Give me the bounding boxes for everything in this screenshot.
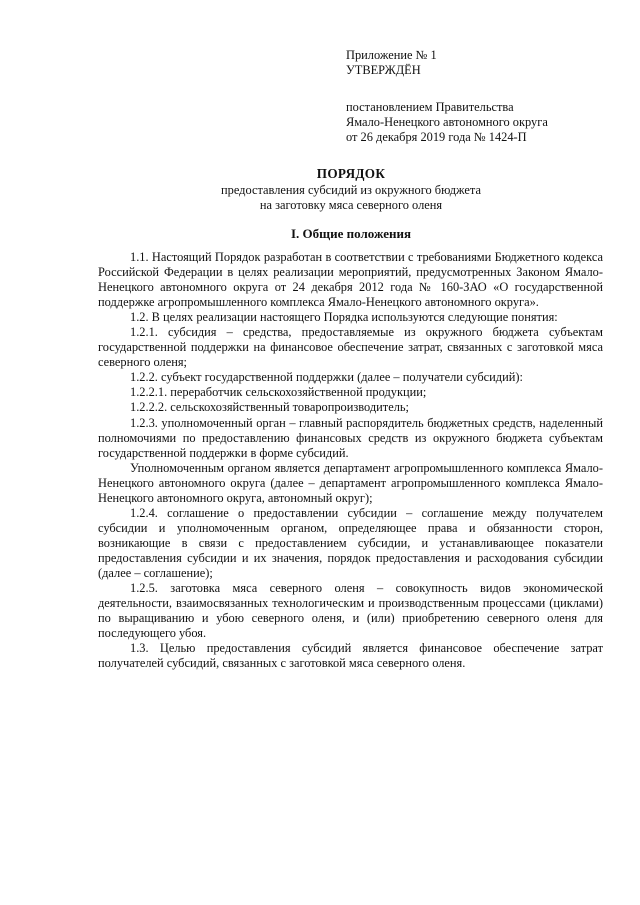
paragraph-1-2-3: 1.2.3. уполномоченный орган – главный распорядитель бюджетных средств, наделенный полномочиями по предоставлению финансовых средств из окружного бюджета субъектам государственной поддержки в форме субсидий. xyxy=(98,415,603,460)
subtitle-line-1: предоставления субсидий из окружного бюджета xyxy=(221,183,481,197)
paragraph-1-2-2-2: 1.2.2.2. сельскохозяйственный товаропроизводитель; xyxy=(130,400,409,415)
paragraph-authorized-body: Уполномоченным органом является департамент агропромышленного комплекса Ямало-Ненецкого автономного округа (далее – департамент агропромышленного комплекса Ямало-Ненецкого автономного округа, автономный округ); xyxy=(98,460,603,505)
approved-label: УТВЕРЖДЁН xyxy=(346,63,421,77)
approval-block xyxy=(346,48,616,145)
appendix-number: Приложение № 1 xyxy=(346,48,437,62)
document-subtitle xyxy=(0,183,640,213)
paragraph-1-1: 1.1. Настоящий Порядок разработан в соответствии с требованиями Бюджетного кодекса Российской Федерации в целях реализации мероприятий, предусмотренных Законом Ямало-Ненецкого автономного округа от 24 декабря 2012 года № 160-ЗАО «О государственной поддержке агропромышленного комплекса Ямало-Ненецкого автономного округа». xyxy=(98,250,603,310)
document-title: ПОРЯДОК xyxy=(316,166,386,181)
paragraph-1-2-5: 1.2.5. заготовка мяса северного оленя – совокупность видов экономической деятельности, взаимосвязанных технологическим и производственным процессами (циклами) по выращиванию и убою северного оленя, и (или) приобретению северного оленя для последующего убоя. xyxy=(98,581,603,641)
paragraph-1-2-1: 1.2.1. субсидия – средства, предоставляемые из окружного бюджета субъектам государственной поддержки на финансовое обеспечение затрат, связанных с заготовкой мяса северного оленя; xyxy=(98,325,603,370)
paragraph-1-3: 1.3. Целью предоставления субсидий является финансовое обеспечение затрат получателей субсидий, связанных с заготовкой мяса северного оленя. xyxy=(98,641,603,671)
paragraph-1-2: 1.2. В целях реализации настоящего Порядка используются следующие понятия: xyxy=(130,310,558,325)
approval-date-number: от 26 декабря 2019 года № 1424-П xyxy=(346,130,527,144)
section-heading: I. Общие положения xyxy=(291,226,411,241)
paragraph-1-2-4: 1.2.4. соглашение о предоставлении субсидии – соглашение между получателем субсидии и уполномоченным органом, определяющее права и обязанности сторон, возникающие в связи с предоставлением субсидии, и устанавливающее показатели предоставления субсидии и их значения, порядок предоставления и расходования субсидии (далее – соглашение); xyxy=(98,505,603,580)
section-body xyxy=(98,250,603,671)
approval-authority: постановлением Правительства xyxy=(346,100,514,114)
approval-region: Ямало-Ненецкого автономного округа xyxy=(346,115,548,129)
subtitle-line-2: на заготовку мяса северного оленя xyxy=(259,198,443,212)
paragraph-1-2-2-1: 1.2.2.1. переработчик сельскохозяйственной продукции; xyxy=(130,385,427,400)
paragraph-1-2-2: 1.2.2. субъект государственной поддержки (далее – получатели субсидий): xyxy=(130,370,523,385)
